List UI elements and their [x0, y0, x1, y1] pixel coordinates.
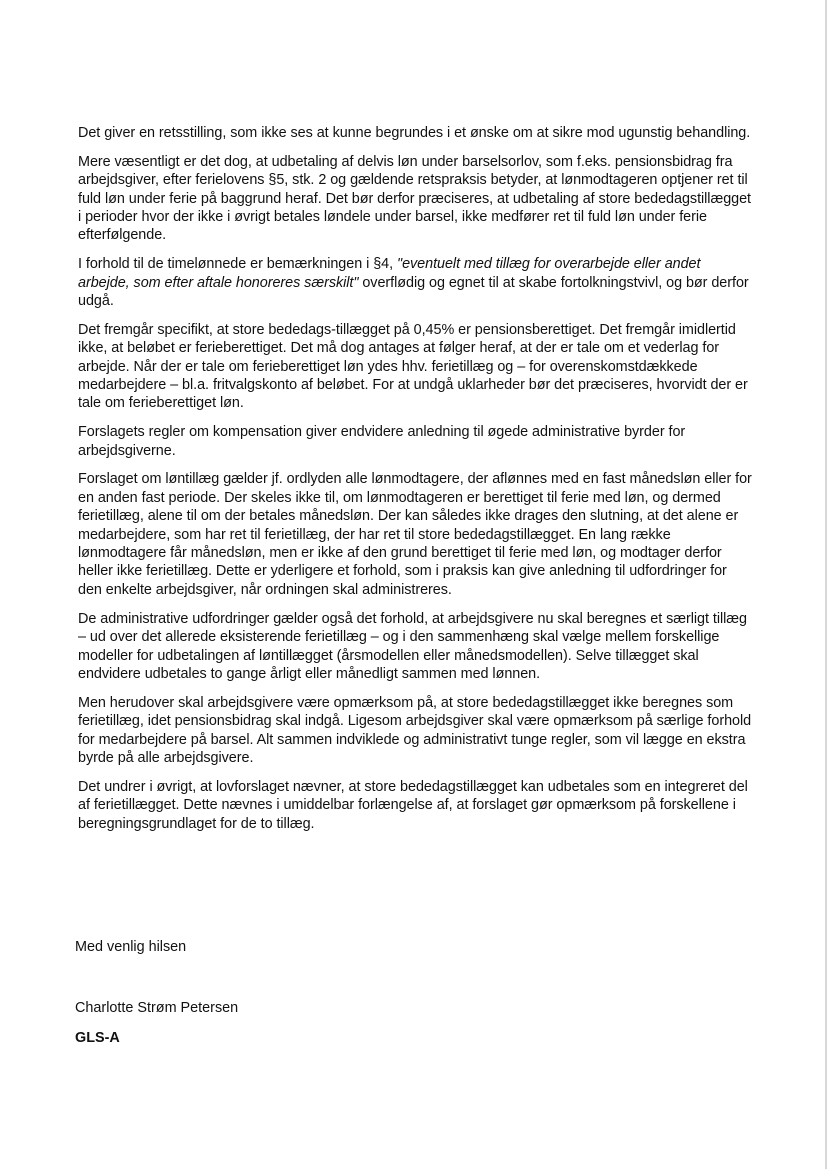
paragraph-administrative-udfordringer: De administrative udfordringer gælder også det forhold, at arbejdsgivere nu skal beregnes et særligt tillæg – ud over det allerede eksisterende ferietillæg – og i den sammenhæng skal vælge mellem forskellige modeller for udbetalingen af løntillægget (årsmodellen eller månedsmodellen). Selve tillægget skal endvidere udbetales to gange årligt eller månedligt sammen med lønnen.: [78, 610, 747, 682]
quoted-remark: "eventuelt med tillæg for overarbejde eller andet arbejde, som efter aftale honoreres særskilt": [78, 256, 701, 291]
signer-name: Charlotte Strøm Petersen: [75, 1000, 239, 1016]
paragraph-timeloennede-end: overflødig og egnet til at skabe fortolkningstvivl, og bør derfor udgå.: [78, 274, 749, 310]
paragraph-pensionsberettiget: Det fremgår specifikt, at store bededags-tillægget på 0,45% er pensionsberettiget. Det fremgår imidlertid ikke, at beløbet er ferieberettiget. Det må dog antages at følger heraf, at der er tale om et vederlag for arbejde. Når der er tale om ferieberettiget løn ydes hhv. ferietillæg og – for overenskomstdækkede medarbejdere – bl.a. fritvalgskonto af beløbet. For at undgå uklarheder bør det præciseres, hvorvidt der er tale om ferieberettiget løn.: [78, 321, 748, 412]
paragraph-ferietillaeg: Det undrer i øvrigt, at lovforslaget nævner, at store bededagstillægget kan udbetales som en integreret del af ferietillægget. Dette nævnes i umiddelbar forlængelse af, at forslaget gør opmærksom på forskellene i beregningsgrundlaget for de to tillæg.: [78, 778, 748, 832]
organization-name: GLS-A: [75, 1030, 120, 1046]
paragraph-loentillaeg: Forslaget om løntillæg gælder jf. ordlyden alle lønmodtagere, der aflønnes med en fast månedsløn eller for en anden fast periode. Der skeles ikke til, om lønmodtageren er berettiget til ferie med løn, og dermed ferietillæg, alene til om der betales månedsløn. Der kan således ikke drages den slutning, at det alene er medarbejdere, som har ret til ferietillæg, der har ret til store bededagstillægget. En lang række lønmodtagere får månedsløn, men er ikke af den grund berettiget til ferie med løn, og modtager derfor heller ikke ferietillæg. Dette er yderligere et forhold, som i praksis kan give anledning til udfordringer for den enkelte arbejdsgiver, når ordningen skal administreres.: [78, 471, 752, 598]
paragraph-barselsorlov: Mere væsentligt er det dog, at udbetaling af delvis løn under barselsorlov, som f.eks. pensionsbidrag fra arbejdsgiver, efter ferielovens §5, stk. 2 og gældende retspraksis betyder, at lønmodtageren optjener ret til fuld løn under ferie på baggrund heraf. Det bør derfor præciseres, at udbetaling af store bededagstillægget i perioder hvor der ikke i øvrigt betales løndele under barsel, ikke medfører ret til fuld løn under ferie efterfølgende.: [78, 153, 752, 244]
paragraph-opmaerksom: Men herudover skal arbejdsgivere være opmærksom på, at store bededagstillægget ikke beregnes som ferietillæg, idet pensionsbidrag skal indgå. Ligesom arbejdsgiver skal være opmærksom på særlige forhold for medarbejdere på barsel. Alt sammen indviklede og administrativt tunge regler, som vil lægge en ekstra byrde på alle arbejdsgivere.: [78, 694, 752, 766]
paragraph-timeloennede-start: I forhold til de timelønnede er bemærkningen i §4,: [78, 256, 398, 273]
paragraph-administrative-byrder: Forslagets regler om kompensation giver endvidere anledning til øgede administrative byrder for arbejdsgiverne.: [78, 424, 686, 459]
paragraph-ugunstig-behandling: Det giver en retsstilling, som ikke ses at kunne begrundes i et ønske om at sikre mod ugunstig behandling.: [78, 125, 751, 141]
letter-body: [78, 124, 753, 843]
closing-greeting: Med venlig hilsen: [75, 939, 187, 955]
paragraph-timeloennede: [78, 255, 753, 310]
